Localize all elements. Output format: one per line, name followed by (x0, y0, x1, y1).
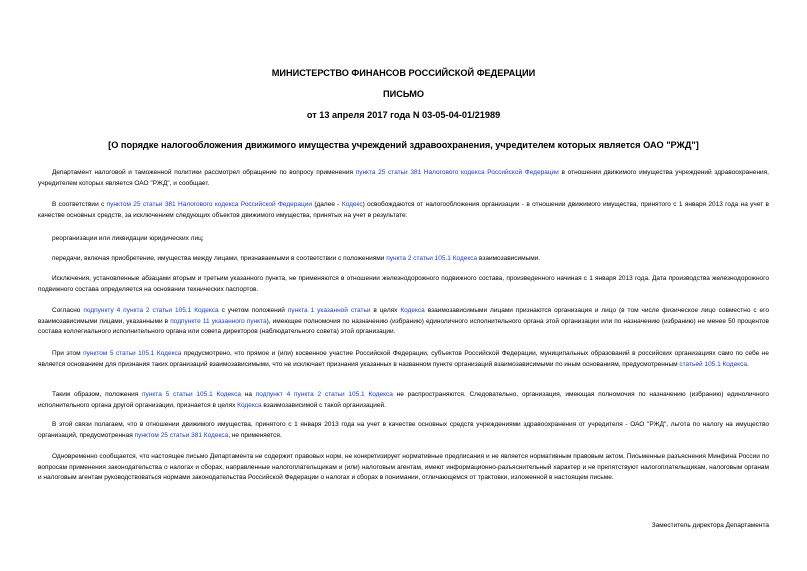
paragraph-text: . (746, 360, 749, 368)
paragraph-4 (38, 254, 769, 265)
paragraph-text: ), имеющее полномочия по назначению (избранию) единоличного исполнительного органа этой организации или по назначению (избранию) не менее 50 процентов состава коллегиального исполнительного органа или совета директоров (наблюдательного совета) этой организации. (38, 317, 769, 336)
document-title: [О порядке налогообложения движимого имущества учреждений здравоохранения, учредителем которых является ОАО "РЖД"] (108, 140, 699, 150)
document-date-number: от 13 апреля 2017 года N 03-05-04-01/21989 (306, 110, 501, 120)
paragraph-7 (38, 349, 769, 370)
paragraph-text: реорганизации или ликвидации юридических лиц; (52, 235, 204, 242)
law-link[interactable]: пунктом 25 статьи 381 Налогового кодекса Российской Федерации (106, 201, 312, 208)
paragraph-text: с учетом положений (218, 307, 288, 314)
paragraph-text: Согласно (52, 307, 84, 314)
paragraph-text: передачи, включая приобретение, имущества между лицами, признаваемыми в соответствии с положениями (52, 255, 387, 262)
law-link[interactable]: Кодекс (341, 201, 363, 208)
paragraph-1 (38, 168, 769, 189)
law-link[interactable]: пункта 25 статьи 381 Налогового кодекса Российской Федерации (355, 169, 559, 176)
paragraph-text: (далее - (312, 201, 342, 208)
paragraph-text: не распространяются. Следовательно, организация, имеющая полномочия по назначению (избранию) единоличного исполнительного органа другой организации, признается в целях (38, 391, 769, 409)
paragraph-text: на (240, 391, 256, 398)
paragraph-8 (38, 390, 769, 411)
law-link[interactable]: подпункт 4 пункта 2 статьи 105.1 Кодекса (255, 391, 393, 398)
law-link[interactable]: Кодекса (400, 307, 425, 314)
ministry-heading: МИНИСТЕРСТВО ФИНАНСОВ РОССИЙСКОЙ ФЕДЕРАЦИИ (271, 68, 536, 78)
paragraph-10 (38, 452, 769, 484)
law-link[interactable]: подпункту 4 пункта 2 статьи 105.1 Кодекса (83, 307, 219, 314)
paragraph-text: В соответствии с (52, 201, 107, 208)
paragraph-text: Исключения, установленные абзацами вторым и третьим указанного пункта, не применяются в отношении железнодорожного подвижного состава, произведенного начиная с 1 января 2013 года. Дата производства железнодорожного подвижного состава определяется на основании технических паспортов. (38, 275, 769, 293)
paragraph-text: в целях (370, 307, 401, 314)
paragraph-5 (38, 274, 769, 295)
paragraph-6 (38, 306, 769, 338)
paragraph-text: Одновременно сообщается, что настоящее письмо Департамента не содержит правовых норм, не конкретизирует нормативные предписания и не является нормативным правовым актом. Письменные разъяснения Минфина России по вопросам применения законодательства о налогах и сборах, направленные налогоплательщикам и (или) налоговым агентам, имеют информационно-разъяснительный характер и не препятствуют налогоплательщикам, налоговым органам и налоговым агентам руководствоваться нормами законодательства Российской Федерации о налогах и сборах в понимании, отличающемся от трактовки, изложенной в настоящем письме. (38, 453, 769, 482)
signature-line: Заместитель директора Департамента (651, 522, 769, 529)
paragraph-text: в отношении движимого имущества учреждений здравоохранения, учредителем которых является ОАО "РЖД", и сообщает. (38, 169, 769, 187)
paragraph-text: Департамент налоговой и таможенной политики рассмотрел обращение по вопросу применения (52, 169, 356, 176)
law-link[interactable]: подпункте 11 указанного пункта (170, 317, 267, 325)
paragraph-text: предусмотрено, что прямое и (или) косвенное участие Российской Федерации, субъектов Российской Федерации, муниципальных образований в российских организациях само по себе не является основанием для признания таких организаций взаимозависимыми, что не исключает признания указанных в названном пункте организаций взаимозависимыми по иным основаниям, предусмотренным (38, 350, 769, 368)
law-link[interactable]: пунктом 5 статьи 105.1 Кодекса (83, 350, 182, 357)
law-link[interactable]: пунктом 25 статьи 381 Кодекса (134, 431, 229, 439)
paragraph-2 (38, 200, 769, 221)
law-link[interactable]: Кодекса (237, 401, 262, 409)
paragraph-text: взаимозависимыми. (477, 255, 541, 262)
paragraph-text: ) освобождаются от налогообложения организации - в отношении движимого имущества, принятого с 1 января 2013 года на учет в качестве основных средств, за исключением следующих объектов движимого имущества, принятых на учет в результате: (38, 201, 769, 219)
law-link[interactable]: пункта 2 статьи 105.1 Кодекса (386, 255, 478, 262)
law-link[interactable]: статьей 105.1 Кодекса (679, 360, 747, 368)
law-link[interactable]: пункта 5 статьи 105.1 Кодекса (142, 391, 241, 398)
paragraph-text: В этой связи полагаем, что в отношении движимого имущества, принятого с 1 января 2013 года на учет в качестве основных средств учреждениями здравоохранения от учредителя - ОАО "РЖД", льгота по налогу на имущество организаций, предусмотренная (38, 421, 769, 439)
paragraph-9 (38, 420, 769, 441)
paragraph-text: взаимозависимыми лицами признаются организация и лицо (в том числе физическое лицо совместно с его взаимозависимыми лицами, указанными в (38, 307, 770, 325)
paragraph-text: При этом (52, 350, 84, 357)
document-type: ПИСЬМО (382, 89, 425, 99)
paragraph-3 (38, 234, 769, 245)
paragraph-text: , не применяется. (228, 431, 282, 439)
paragraph-text: Таким образом, положения (52, 391, 143, 398)
law-link[interactable]: пункта 1 указанной статьи (287, 307, 371, 314)
paragraph-text: взаимозависимой с такой организацией. (261, 401, 386, 409)
